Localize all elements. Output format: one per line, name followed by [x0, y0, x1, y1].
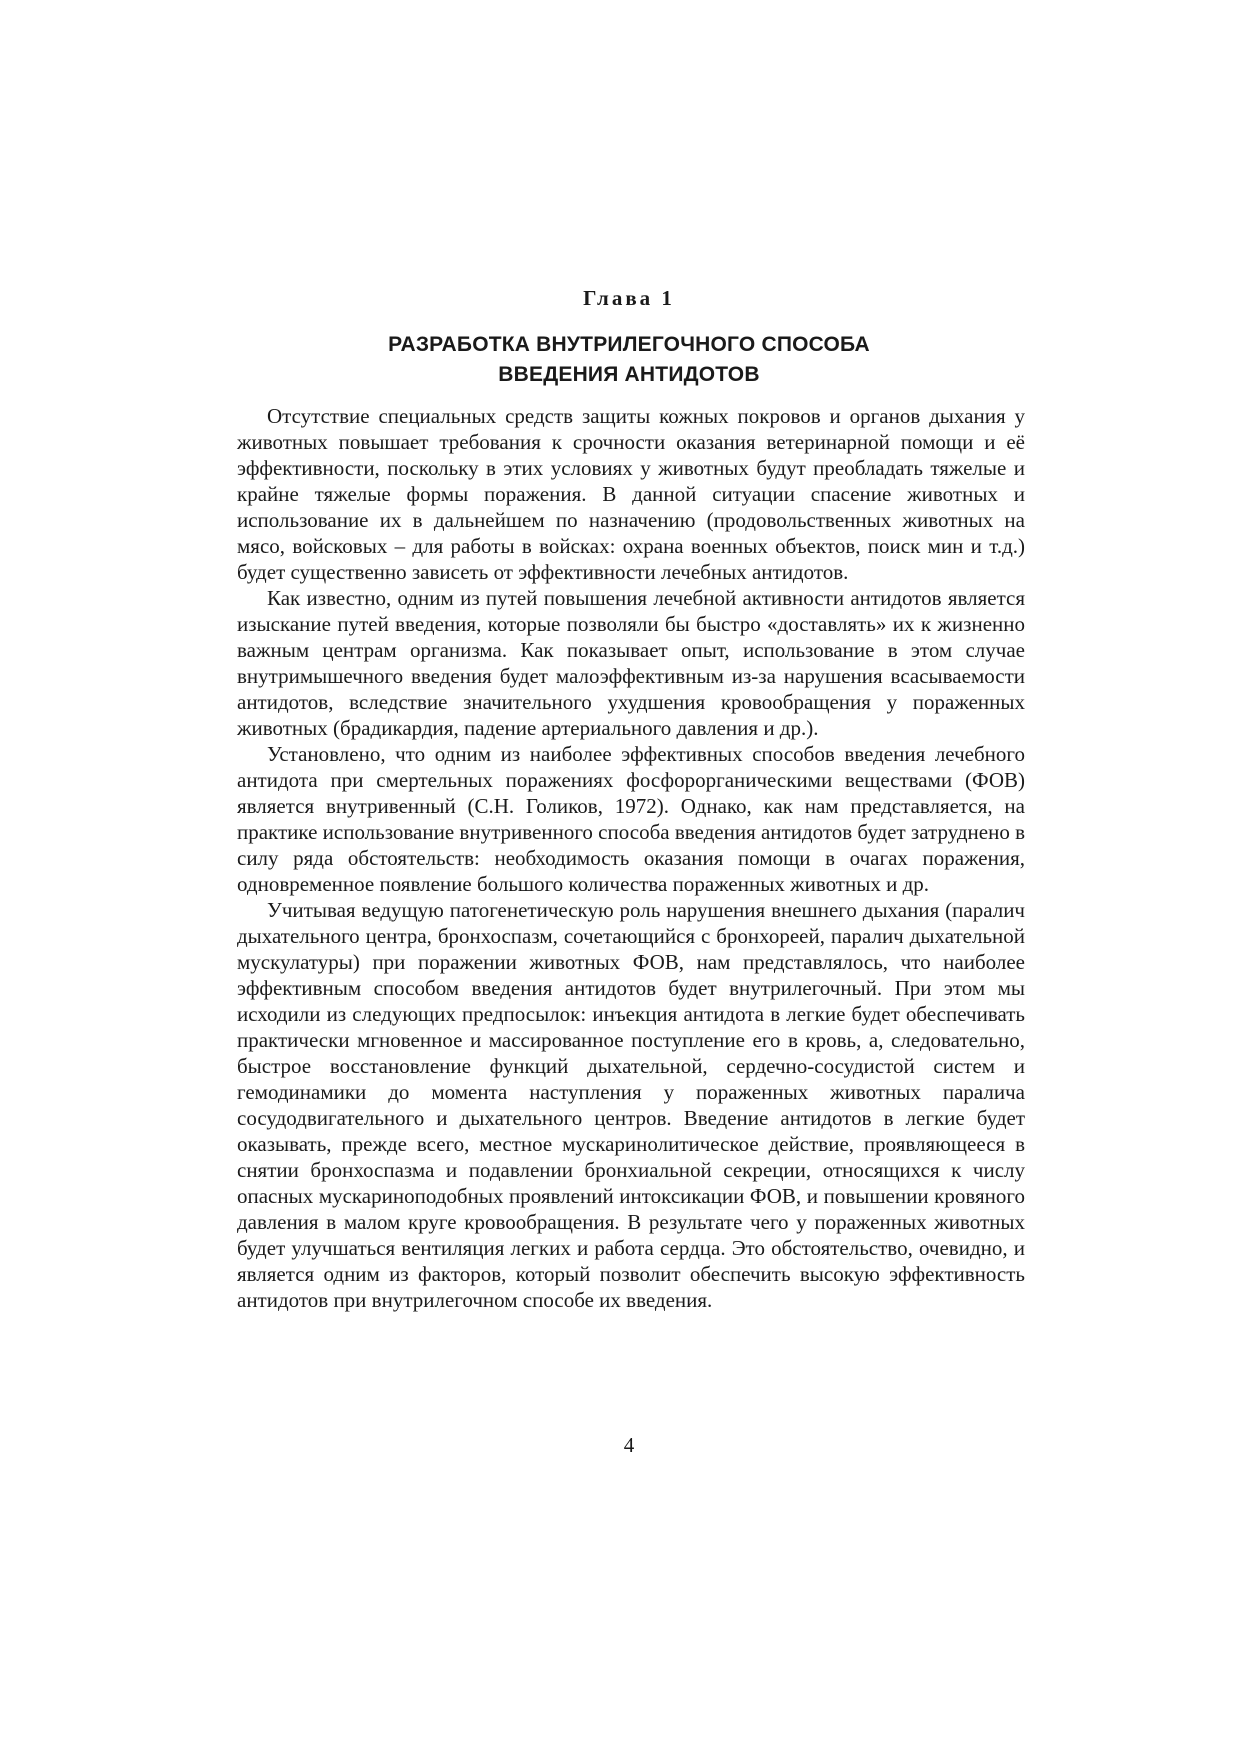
- paragraph-1: Отсутствие специальных средств защиты кожных покровов и органов дыхания у животных повышает требования к срочности оказания ветеринарной помощи и её эффективности, поскольку в этих условиях у животных будут преобладать тяжелые и крайне тяжелые формы поражения. В данной ситуации спасение животных и использование их в дальнейшем по назначению (продовольственных животных на мясо, войсковых – для работы в войсках: охрана военных объектов, поиск мин и т.д.) будет существенно зависеть от эффективности лечебных антидотов.: [237, 404, 1025, 584]
- chapter-title: [0, 330, 1258, 390]
- paragraph-4: Учитывая ведущую патогенетическую роль нарушения внешнего дыхания (паралич дыхательного центра, бронхоспазм, сочетающийся с бронхореей, паралич дыхательной мускулатуры) при поражении животных ФОВ, нам представлялось, что наиболее эффективным способом введения антидотов будет внутрилегочный. При этом мы исходили из следующих предпосылок: инъекция антидота в легкие будет обеспечивать практически мгновенное и массированное поступление его в кровь, а, следовательно, быстрое восстановление функций дыхательной, сердечно-сосудистой систем и гемодинамики до момента наступления у пораженных животных паралича сосудодвигательного и дыхательного центров. Введение антидотов в легкие будет оказывать, прежде всего, местное мускаринолитическое действие, проявляющееся в снятии бронхоспазма и подавлении бронхиальной секреции, относящихся к числу опасных мускариноподобных проявлений интоксикации ФОВ, и повышении кровяного давления в малом круге кровообращения. В результате чего у пораженных животных будет улучшаться вентиляция легких и работа сердца. Это обстоятельство, очевидно, и является одним из факторов, который позволит обеспечить высокую эффективность антидотов при внутрилегочном способе их введения.: [237, 898, 1025, 1312]
- page-number: 4: [623, 1433, 635, 1457]
- chapter-label: Глава 1: [583, 286, 675, 310]
- chapter-title-line-2: ВВЕДЕНИЯ АНТИДОТОВ: [498, 363, 760, 386]
- paragraph-2: Как известно, одним из путей повышения лечебной активности антидотов является изыскание путей введения, которые позволяли бы быстро «доставлять» их к жизненно важным центрам организма. Как показывает опыт, использование в этом случае внутримышечного введения будет малоэффективным из-за нарушения всасываемости антидотов, вследствие значительного ухудшения кровообращения у пораженных животных (брадикардия, падение артериального давления и др.).: [237, 586, 1025, 740]
- paragraph-3: Установлено, что одним из наиболее эффективных способов введения лечебного антидота при смертельных поражениях фосфорорганическими веществами (ФОВ) является внутривенный (С.Н. Голиков, 1972). Однако, как нам представляется, на практике использование внутривенного способа введения антидотов будет затруднено в силу ряда обстоятельств: необходимость оказания помощи в очагах поражения, одновременное появление большого количества пораженных животных и др.: [237, 742, 1025, 896]
- chapter-title-line-1: РАЗРАБОТКА ВНУТРИЛЕГОЧНОГО СПОСОБА: [388, 333, 870, 356]
- body-text: [237, 403, 1025, 1313]
